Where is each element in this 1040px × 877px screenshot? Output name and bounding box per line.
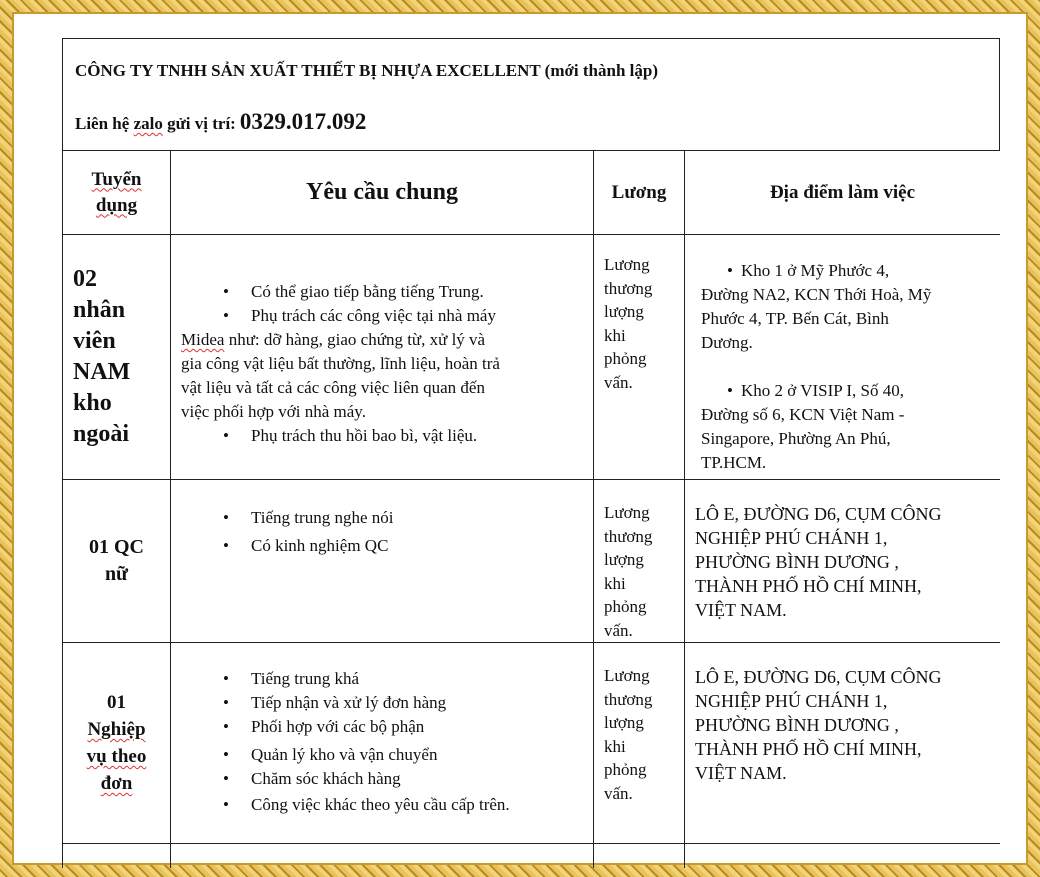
- salary-cell: [594, 480, 685, 643]
- salary-line: phỏng: [604, 760, 647, 779]
- table-row: [63, 480, 1001, 643]
- location-line: Đường số 6, KCN Việt Nam -: [701, 405, 905, 424]
- bullet-icon: •: [727, 381, 733, 400]
- location-line: Singapore, Phường An Phú,: [701, 429, 891, 448]
- contact-label-post: gửi vị trí:: [162, 114, 236, 133]
- location-line: Kho 2 ở VISIP I, Số 40,: [741, 381, 904, 400]
- salary-cell: [594, 235, 685, 480]
- empty-cell: [63, 844, 171, 869]
- salary-line: lượng: [604, 302, 644, 321]
- salary-line: thương: [604, 526, 653, 546]
- requirements-cell: [171, 480, 594, 643]
- location-line: THÀNH PHỐ HỒ CHÍ MINH,: [695, 739, 922, 759]
- header-dia-diem: Địa điểm làm việc: [685, 151, 1001, 235]
- list-item: • Phối hợp với các bộ phận: [251, 715, 583, 739]
- position-line: ngoài: [73, 421, 130, 447]
- position-line: kho: [73, 390, 112, 416]
- requirement-continuation: [181, 328, 583, 424]
- bullet-icon: •: [727, 261, 733, 280]
- requirements-cell: [171, 235, 594, 480]
- location-bullet-line: [701, 379, 990, 403]
- location-line: TP.HCM.: [701, 453, 767, 472]
- location-line: PHƯỜNG BÌNH DƯƠNG ,: [695, 552, 899, 572]
- location-line: NGHIỆP PHÚ CHÁNH 1,: [695, 528, 888, 548]
- position-line: đơn: [100, 773, 133, 794]
- salary-line: phỏng: [604, 349, 647, 368]
- list-item: • Có kinh nghiệm QC: [251, 532, 583, 560]
- position-line: nhân: [73, 297, 126, 323]
- salary-line: vấn.: [604, 783, 633, 803]
- location-line: VIỆT NAM.: [695, 600, 787, 620]
- requirements-list: [181, 280, 583, 328]
- contact-label-pre: Liên hệ: [75, 114, 134, 133]
- location-line: VIỆT NAM.: [695, 763, 787, 783]
- header-tuyen-line2: dụng: [95, 194, 138, 216]
- position-line: viên: [73, 328, 116, 354]
- salary-line: thương: [604, 278, 653, 298]
- req-cont-text: gia công vật liệu bất thường, lĩnh liệu, hoàn trả: [181, 354, 500, 373]
- position-line: 01: [107, 692, 126, 713]
- position-line: Nghiệp: [87, 719, 146, 740]
- table-header-row: [63, 151, 1001, 235]
- req-cont-text: vật liệu và tất cả các công việc liên quan đến: [181, 378, 485, 397]
- list-item: • Có thể giao tiếp bằng tiếng Trung.: [251, 280, 583, 304]
- table-row: [63, 643, 1001, 844]
- salary-line: Lương: [604, 666, 650, 685]
- salary-line: Lương: [604, 503, 650, 522]
- list-item: • Phụ trách các công việc tại nhà máy: [251, 304, 583, 328]
- list-item: • Tiếng trung nghe nói: [251, 504, 583, 532]
- location-cell: [685, 235, 1001, 480]
- location-line: PHƯỜNG BÌNH DƯƠNG ,: [695, 715, 899, 735]
- position-line: 01 QC: [89, 536, 144, 558]
- requirements-list: [181, 667, 583, 817]
- salary-line: Lương: [604, 255, 650, 274]
- contact-line: [75, 109, 366, 135]
- table-row-partial: [63, 844, 1001, 869]
- position-cell: [63, 480, 171, 643]
- header-luong: Lương: [594, 151, 685, 235]
- posting-header: [62, 38, 1000, 150]
- position-line: 02: [73, 266, 97, 292]
- salary-line: lượng: [604, 550, 644, 569]
- position-cell: [63, 235, 171, 480]
- salary-line: vấn.: [604, 620, 633, 640]
- company-name: CÔNG TY TNHH SẢN XUẤT THIẾT BỊ NHỰA EXCELLENT (mới thành lập): [75, 61, 658, 80]
- jobs-table: [62, 150, 1000, 868]
- location-cell: [685, 643, 1001, 844]
- req-cont-midea: Midea: [181, 330, 225, 349]
- salary-line: vấn.: [604, 372, 633, 392]
- location-block: [701, 259, 990, 355]
- location-spacer: [701, 355, 990, 379]
- req-cont-text: như: dỡ hàng, giao chứng từ, xử lý và: [224, 330, 486, 349]
- salary-line: thương: [604, 689, 653, 709]
- position-line: NAM: [73, 359, 131, 385]
- contact-label-zalo: zalo: [133, 114, 163, 133]
- salary-line: lượng: [604, 713, 644, 732]
- list-item: • Chăm sóc khách hàng: [251, 767, 583, 791]
- location-line: Phước 4, TP. Bến Cát, Bình: [701, 309, 889, 328]
- requirements-list: [181, 504, 583, 560]
- list-item: • Công việc khác theo yêu cầu cấp trên.: [251, 793, 583, 817]
- location-line: LÔ E, ĐƯỜNG D6, CỤM CÔNG: [695, 504, 942, 524]
- salary-line: khi: [604, 325, 626, 345]
- contact-phone: 0329.017.092: [239, 109, 367, 134]
- list-item: • Phụ trách thu hồi bao bì, vật liệu.: [251, 424, 583, 448]
- location-cell: [685, 480, 1001, 643]
- empty-cell: [685, 844, 1001, 869]
- location-line: LÔ E, ĐƯỜNG D6, CỤM CÔNG: [695, 667, 942, 687]
- position-cell: [63, 643, 171, 844]
- header-tuyen-dung: [63, 151, 171, 235]
- salary-cell: [594, 643, 685, 844]
- empty-cell: [594, 844, 685, 869]
- location-line: Dương.: [701, 333, 753, 352]
- header-tuyen-line1: Tuyển: [91, 168, 142, 190]
- location-bullet-line: [701, 259, 990, 283]
- location-line: NGHIỆP PHÚ CHÁNH 1,: [695, 691, 888, 711]
- location-line: THÀNH PHỐ HỒ CHÍ MINH,: [695, 576, 922, 596]
- location-line: Đường NA2, KCN Thới Hoà, Mỹ: [701, 285, 932, 304]
- location-block: [701, 379, 990, 475]
- table-row: [63, 235, 1001, 480]
- salary-line: phỏng: [604, 597, 647, 616]
- header-yeu-cau: Yêu cầu chung: [171, 151, 594, 235]
- position-line: vụ theo: [86, 746, 147, 767]
- empty-cell: [171, 844, 594, 869]
- salary-line: khi: [604, 573, 626, 593]
- list-item: • Tiếp nhận và xử lý đơn hàng: [251, 691, 583, 715]
- requirements-list: [181, 424, 583, 448]
- list-item: • Quản lý kho và vận chuyển: [251, 743, 583, 767]
- requirements-cell: [171, 643, 594, 844]
- list-item: • Tiếng trung khá: [251, 667, 583, 691]
- req-cont-text: việc phối hợp với nhà máy.: [181, 402, 366, 421]
- salary-line: khi: [604, 736, 626, 756]
- location-line: Kho 1 ở Mỹ Phước 4,: [741, 261, 890, 280]
- job-posting-document: [62, 38, 1000, 868]
- position-line: nữ: [104, 563, 129, 585]
